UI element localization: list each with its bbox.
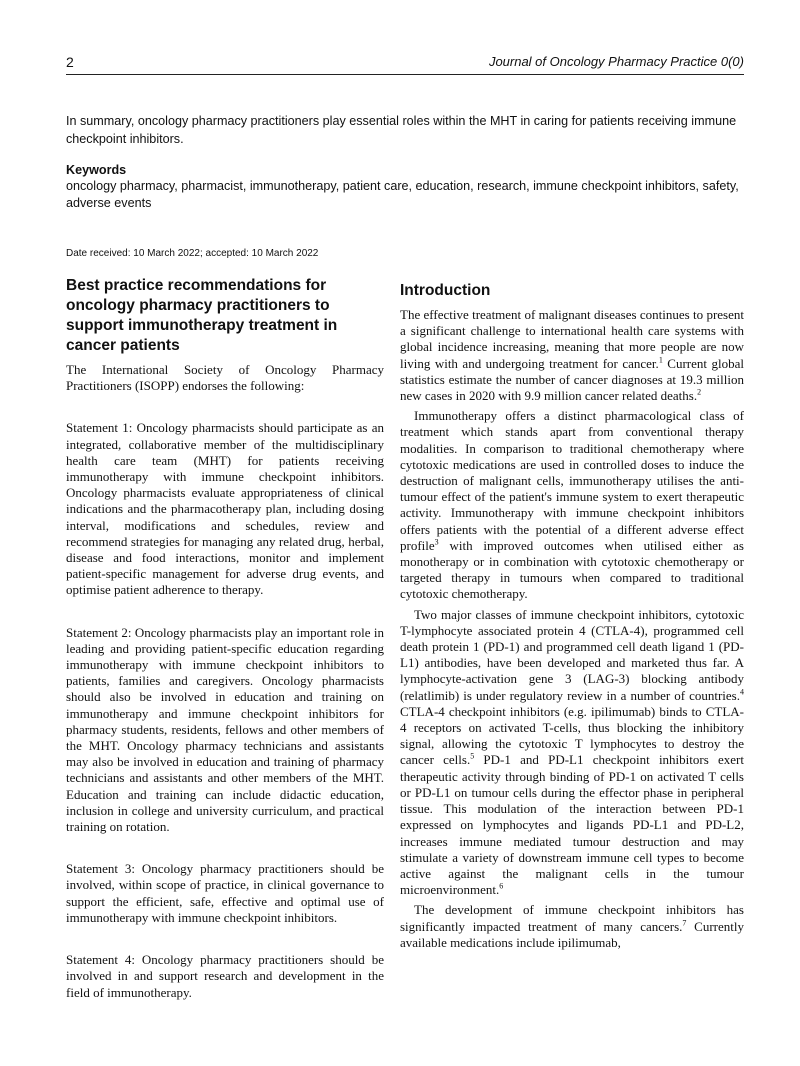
best-practice-heading: Best practice recommendations for oncology pharmacy practitioners to support immunotherapy treatment in cancer patients	[66, 277, 338, 354]
intro-paragraph-3: Two major classes of immune checkpoint inhibitors, cytotoxic T-lymphocyte associated protein 4 (CTLA-4), programmed cell death protein 1 (PD-1) and programmed cell death ligand 1 (PD-L1) antibodies, have been developed and marketed thus far. A lymphocyte-activation gene 3 (LAG-3) blocking antibody (relatlimib) is under regulatory review in a number of countries.$^4$ CTLA-4 checkpoint inhibitors (e.g. ipilimumab) binds to CTLA-4 receptors on activated T-cells, thus blocking the inhibitory signal, allowing the cytotoxic T lymphocytes to destroy the cancer cells.$^5$ PD-1 and PD-L1 checkpoint inhibitors exert therapeutic activity through binding of PD-1 on activated T cells or PD-L1 on tumour cells during the effector phase in peripheral tissue. This modulation of the interaction between PD-1 expressed on lymphocytes and ligands PD-L1 and PD-L2, increases immune mediated tumour destruction and may stimulate a variety of downstream immune cell types to become active against the malignant cells in the tumour microenvironment.$^6$	[400, 606, 744, 898]
page-number: 2	[66, 54, 74, 70]
keywords-heading: Keywords	[66, 163, 127, 177]
statement-3: Statement 3: Oncology pharmacy practitioners should be involved, within scope of practice, in clinical governance to support the efficient, safe, effective and optimal use of immunotherapy with immune checkpoint inhibitors.	[66, 861, 384, 925]
introduction-heading: Introduction	[400, 282, 491, 299]
keywords-list: oncology pharmacy, pharmacist, immunotherapy, patient care, education, research, immune checkpoint inhibitors, safety, adverse events	[66, 179, 739, 210]
citation-ref[interactable]: 5	[470, 752, 475, 762]
running-header	[66, 52, 744, 75]
citation-ref[interactable]: 1	[658, 355, 663, 365]
journal-title: Journal of Oncology Pharmacy Practice 0(0)	[488, 54, 744, 69]
statement-4: Statement 4: Oncology pharmacy practitioners should be involved in and support research and development in the field of immunotherapy.	[66, 952, 384, 1000]
citation-ref[interactable]: 6	[499, 881, 504, 891]
citation-ref[interactable]: 2	[697, 387, 702, 397]
date-received: Date received: 10 March 2022; accepted: 10 March 2022	[66, 248, 319, 259]
intro-paragraph-1: The effective treatment of malignant diseases continues to present a significant challenge to international health care systems with global incidence increasing, meaning that more people are now living with and undergoing treatment for cancer.$^1$ Current global statistics estimate the number of cancer diagnoses at 19.3 million new cases in 2020 with 9.9 million cancer related deaths.$^2$	[400, 307, 744, 404]
left-column	[66, 276, 384, 1001]
statement-1: Statement 1: Oncology pharmacists should participate as an integrated, collaborative member of the multidisciplinary health care team (MHT) for patients receiving immunotherapy with immune checkpoint inhibitors. Oncology pharmacists evaluate appropriateness of clinical indications and the pharmacotherapy plan, including dosing interval, modifications and schedules, review and recommend strategies for managing any related drug, herbal, disease and food interactions, monitor and implement patient-specific management for adverse drug events, and optimise patient adherence to therapy.	[66, 420, 384, 598]
citation-ref[interactable]: 3	[434, 537, 439, 547]
intro-paragraph-4: The development of immune checkpoint inhibitors has significantly impacted treatment of many cancers.$^7$ Currently available medications include ipilimumab,	[400, 902, 744, 950]
right-column	[400, 281, 744, 951]
isopp-endorsement: The International Society of Oncology Pharmacy Practitioners (ISOPP) endorses the following:	[66, 362, 384, 394]
abstract-summary: In summary, oncology pharmacy practitioners play essential roles within the MHT in caring for patients receiving immune checkpoint inhibitors.	[66, 114, 737, 146]
statement-2: Statement 2: Oncology pharmacists play an important role in leading and providing patient-specific education regarding immunotherapy with immune checkpoint inhibitors to patients, families and caregivers. Oncology pharmacists should also be involved in education and training on immunotherapy and immune checkpoint inhibitors for pharmacy students, residents, fellows and other members of the MHT. Oncology pharmacy technicians and assistants may also be involved in education and training of pharmacy technicians and assistants and other members of the MHT. Education and training can include didactic education, inclusion in college and university curriculum, and practical training on rotation.	[66, 624, 384, 835]
intro-paragraph-2: Immunotherapy offers a distinct pharmacological class of treatment which stands apart from conventional therapy modalities. In comparison to traditional chemotherapy where cytotoxic medications are used in controlled doses to induce the destruction of malignant cells, immunotherapy utilises the anti-tumour effect of the patient's immune system to exert therapeutic activity. Immunotherapy with immune checkpoint inhibitors offers patients with the potential of a different adverse effect profile$^3$ with improved outcomes when utilised either as monotherapy or in combination with cytotoxic chemotherapy or targeted therapy in tumours when compared to traditional cytotoxic chemotherapy.	[400, 408, 744, 602]
citation-ref[interactable]: 7	[682, 918, 687, 928]
citation-ref[interactable]: 4	[740, 687, 744, 697]
